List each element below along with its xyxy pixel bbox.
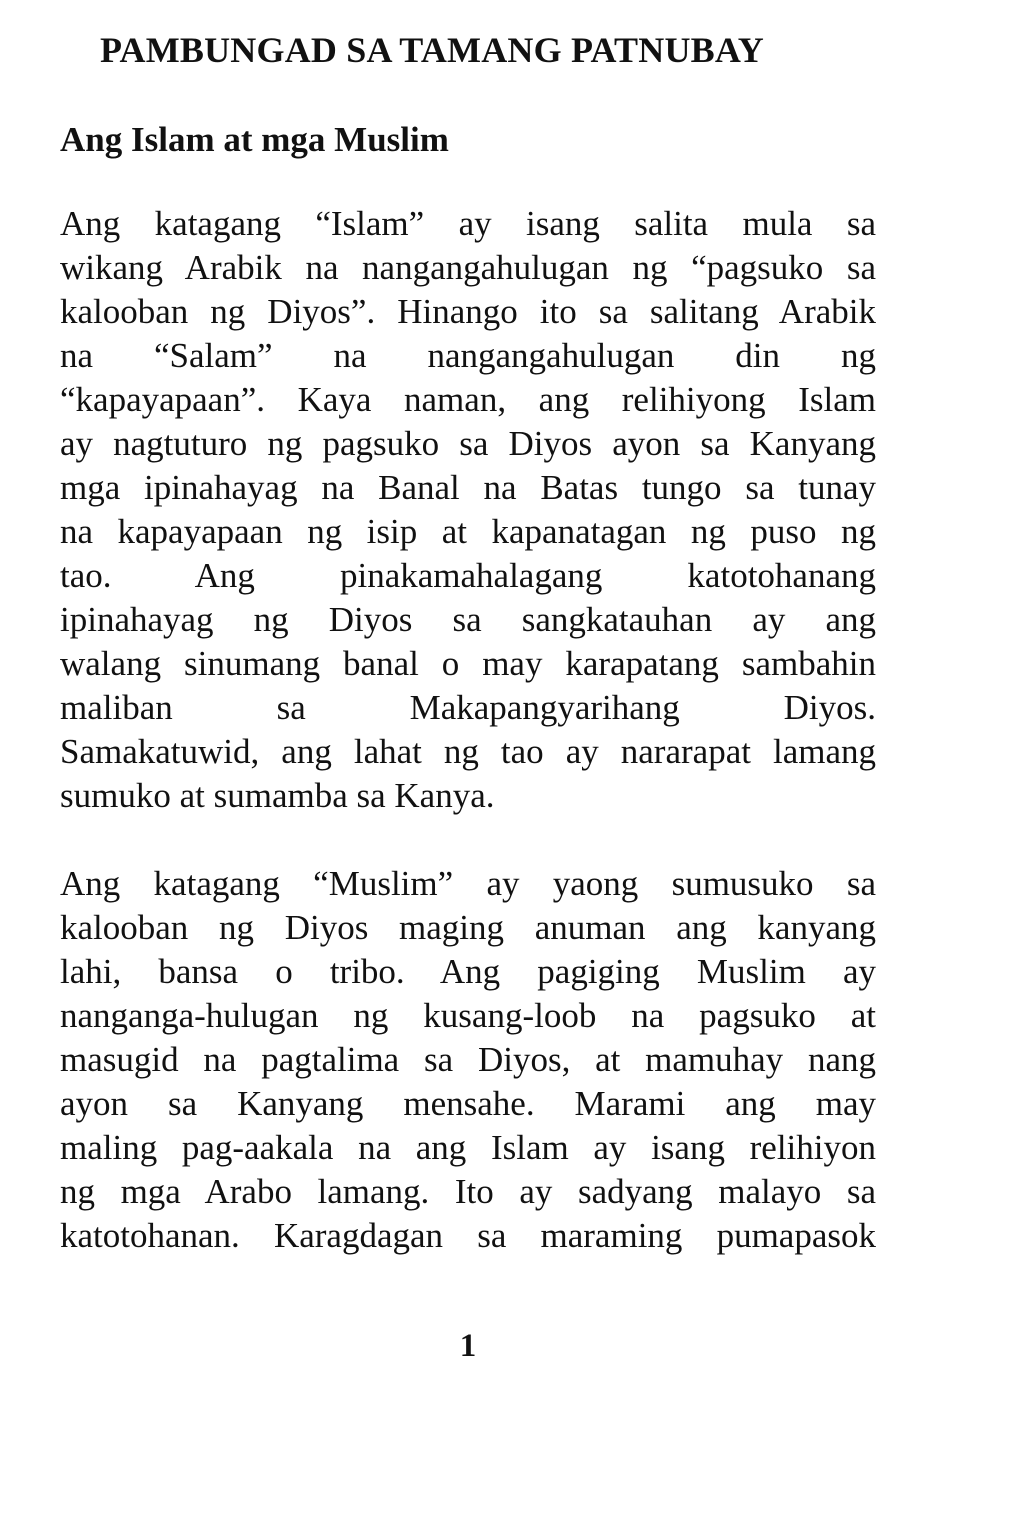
- paragraph-muslim: [60, 862, 876, 1258]
- text-line: ayon sa Kanyang mensahe. Marami ang may: [60, 1084, 876, 1123]
- text-line: kalooban ng Diyos”. Hinango ito sa salitang Arabik: [60, 292, 876, 331]
- text-line: ng mga Arabo lamang. Ito ay sadyang malayo sa: [60, 1172, 876, 1211]
- text-line: maling pag-aakala na ang Islam ay isang relihiyon: [60, 1128, 876, 1167]
- text-line: lahi, bansa o tribo. Ang pagiging Muslim ay: [60, 952, 876, 991]
- text-line: Ang katagang “Muslim” ay yaong sumusuko sa: [60, 864, 876, 903]
- text-line: ay nagtuturo ng pagsuko sa Diyos ayon sa Kanyang: [60, 424, 876, 463]
- section-heading: Ang Islam at mga Muslim: [60, 120, 449, 159]
- text-line: ipinahayag ng Diyos sa sangkatauhan ay ang: [60, 600, 876, 639]
- chapter-title: PAMBUNGAD SA TAMANG PATNUBAY: [100, 30, 764, 70]
- text-line: Samakatuwid, ang lahat ng tao ay nararapat lamang: [60, 732, 876, 771]
- page-number: 1: [459, 1328, 477, 1364]
- text-line: masugid na pagtalima sa Diyos, at mamuhay nang: [60, 1040, 876, 1079]
- text-line: “kapayapaan”. Kaya naman, ang relihiyong Islam: [60, 380, 876, 419]
- text-line: Ang katagang “Islam” ay isang salita mula sa: [60, 204, 876, 243]
- text-line: walang sinumang banal o may karapatang sambahin: [60, 644, 876, 683]
- text-line: tao. Ang pinakamahalagang katotohanang: [60, 556, 876, 595]
- text-line: sumuko at sumamba sa Kanya.: [60, 776, 495, 815]
- text-line: maliban sa Makapangyarihang Diyos.: [60, 688, 876, 727]
- text-line: na kapayapaan ng isip at kapanatagan ng puso ng: [60, 512, 876, 551]
- text-line: kalooban ng Diyos maging anuman ang kanyang: [60, 908, 876, 947]
- text-line: katotohanan. Karagdagan sa maraming pumapasok: [60, 1216, 876, 1255]
- text-line: na “Salam” na nangangahulugan din ng: [60, 336, 876, 375]
- text-line: nanganga-hulugan ng kusang-loob na pagsuko at: [60, 996, 876, 1035]
- paragraph-islam: [60, 202, 876, 818]
- text-line: wikang Arabik na nangangahulugan ng “pagsuko sa: [60, 248, 876, 287]
- text-line: mga ipinahayag na Banal na Batas tungo sa tunay: [60, 468, 876, 507]
